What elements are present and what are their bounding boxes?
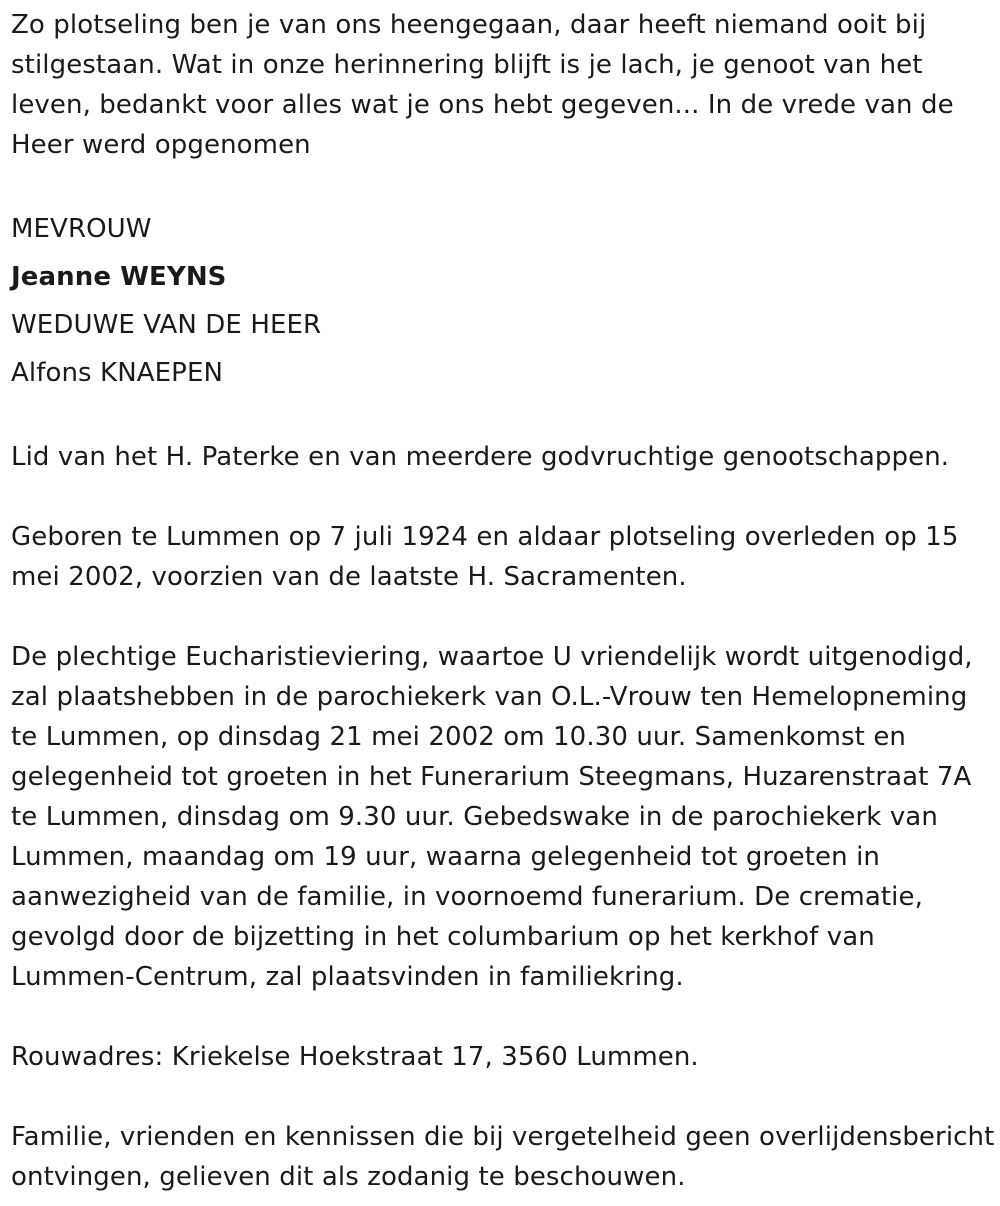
spouse-name: Alfons KNAEPEN xyxy=(11,358,224,388)
obituary-notice xyxy=(11,5,996,1197)
birth-death-paragraph: Geboren te Lummen op 7 juli 1924 en aldaar plotseling overleden op 15 mei 2002, voorzien van de laatste H. Sacramenten. xyxy=(11,522,959,592)
widow-of-label: WEDUWE VAN DE HEER xyxy=(11,310,322,340)
membership-paragraph: Lid van het H. Paterke en van meerdere godvruchtige genootschappen. xyxy=(11,442,950,472)
closing-paragraph: Familie, vrienden en kennissen die bij vergetelheid geen overlijdensbericht ontvingen, gelieven dit als zodanig te beschouwen. xyxy=(11,1122,995,1192)
intro-paragraph: Zo plotseling ben je van ons heengegaan, daar heeft niemand ooit bij stilgestaan. Wat in onze herinnering blijft is je lach, je genoot van het leven, bedankt voor alles wat je ons hebt gegeven... In de vrede van de Heer werd opgenomen xyxy=(11,10,954,160)
spacer xyxy=(11,477,996,517)
deceased-name: Jeanne WEYNS xyxy=(11,262,227,292)
honorific-title: MEVROUW xyxy=(11,214,152,244)
mourning-address: Rouwadres: Kriekelse Hoekstraat 17, 3560 Lummen. xyxy=(11,1042,699,1072)
spacer xyxy=(11,997,996,1037)
spacer xyxy=(11,397,996,437)
spacer xyxy=(11,165,996,205)
ceremony-paragraph: De plechtige Eucharistieviering, waartoe U vriendelijk wordt uitgenodigd, zal plaatshebben in de parochiekerk van O.L.-Vrouw ten Hemelopneming te Lummen, op dinsdag 21 mei 2002 om 10.30 uur. Samenkomst en gelegenheid tot groeten in het Funerarium Steegmans, Huzarenstraat 7A te Lummen, dinsdag om 9.30 uur. Gebedswake in de parochiekerk van Lummen, maandag om 19 uur, waarna gelegenheid tot groeten in aanwezigheid van de familie, in voornoemd funerarium. De crematie, gevolgd door de bijzetting in het columbarium op het kerkhof van Lummen-Centrum, zal plaatsvinden in familiekring. xyxy=(11,642,973,992)
spacer xyxy=(11,1077,996,1117)
spacer xyxy=(11,597,996,637)
